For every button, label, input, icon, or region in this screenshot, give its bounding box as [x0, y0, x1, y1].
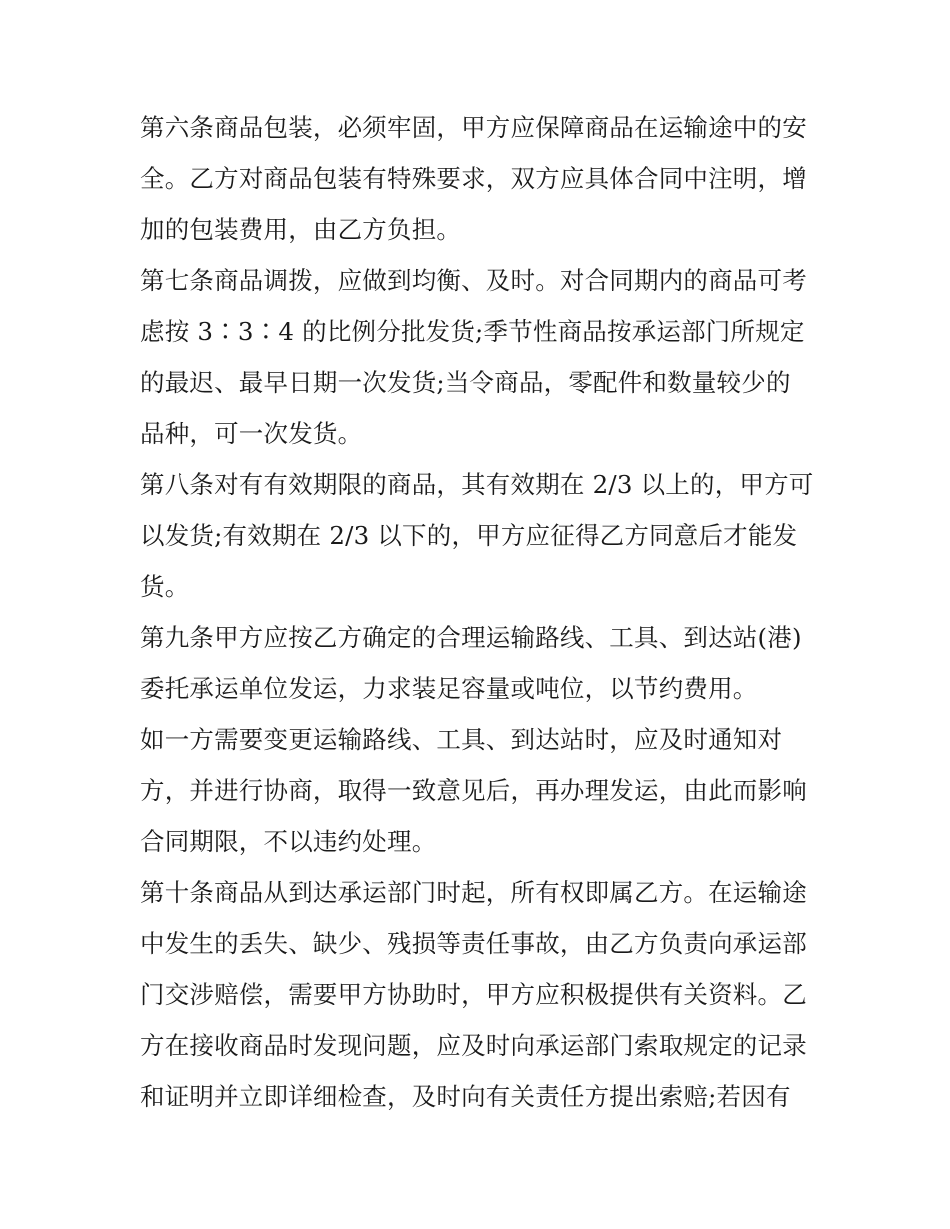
text-line: 品种，可一次发货。 — [140, 419, 363, 448]
text-line: 方，并进行协商，取得一致意见后，再办理发运，由此而影响 — [140, 776, 807, 805]
text-line: 如一方需要变更运输路线、工具、到达站时，应及时通知对 — [140, 725, 783, 754]
text-line: 的最迟、最早日期一次发货;当令商品，零配件和数量较少的 — [140, 368, 791, 397]
text-line: 第六条商品包装，必须牢固，甲方应保障商品在运输途中的安 — [140, 113, 807, 142]
text-line: 方在接收商品时发现问题，应及时向承运部门索取规定的记录 — [140, 1031, 807, 1060]
text-line: 全。乙方对商品包装有特殊要求，双方应具体合同中注明，增 — [140, 164, 807, 193]
text-line: 虑按 3∶3∶4 的比例分批发货;季节性商品按承运部门所规定 — [140, 317, 805, 346]
text-line: 中发生的丢失、缺少、残损等责任事故，由乙方负责向承运部 — [140, 929, 807, 958]
text-line: 以发货;有效期在 2/3 以下的，甲方应征得乙方同意后才能发 — [140, 521, 798, 550]
text-line: 第十条商品从到达承运部门时起，所有权即属乙方。在运输途 — [140, 878, 807, 907]
text-line: 合同期限，不以违约处理。 — [140, 827, 437, 856]
text-line: 第八条对有有效期限的商品，其有效期在 2/3 以上的，甲方可 — [140, 470, 814, 499]
text-line: 委托承运单位发运，力求装足容量或吨位，以节约费用。 — [140, 674, 758, 703]
text-line: 货。 — [140, 572, 190, 601]
text-line: 加的包装费用，由乙方负担。 — [140, 215, 462, 244]
text-line: 门交涉赔偿，需要甲方协助时，甲方应积极提供有关资料。乙 — [140, 980, 807, 1009]
text-line: 和证明并立即详细检查，及时向有关责任方提出索赔;若因有 — [140, 1082, 791, 1111]
text-line: 第九条甲方应按乙方确定的合理运输路线、工具、到达站(港) — [140, 623, 802, 652]
text-line: 第七条商品调拨，应做到均衡、及时。对合同期内的商品可考 — [140, 266, 807, 295]
